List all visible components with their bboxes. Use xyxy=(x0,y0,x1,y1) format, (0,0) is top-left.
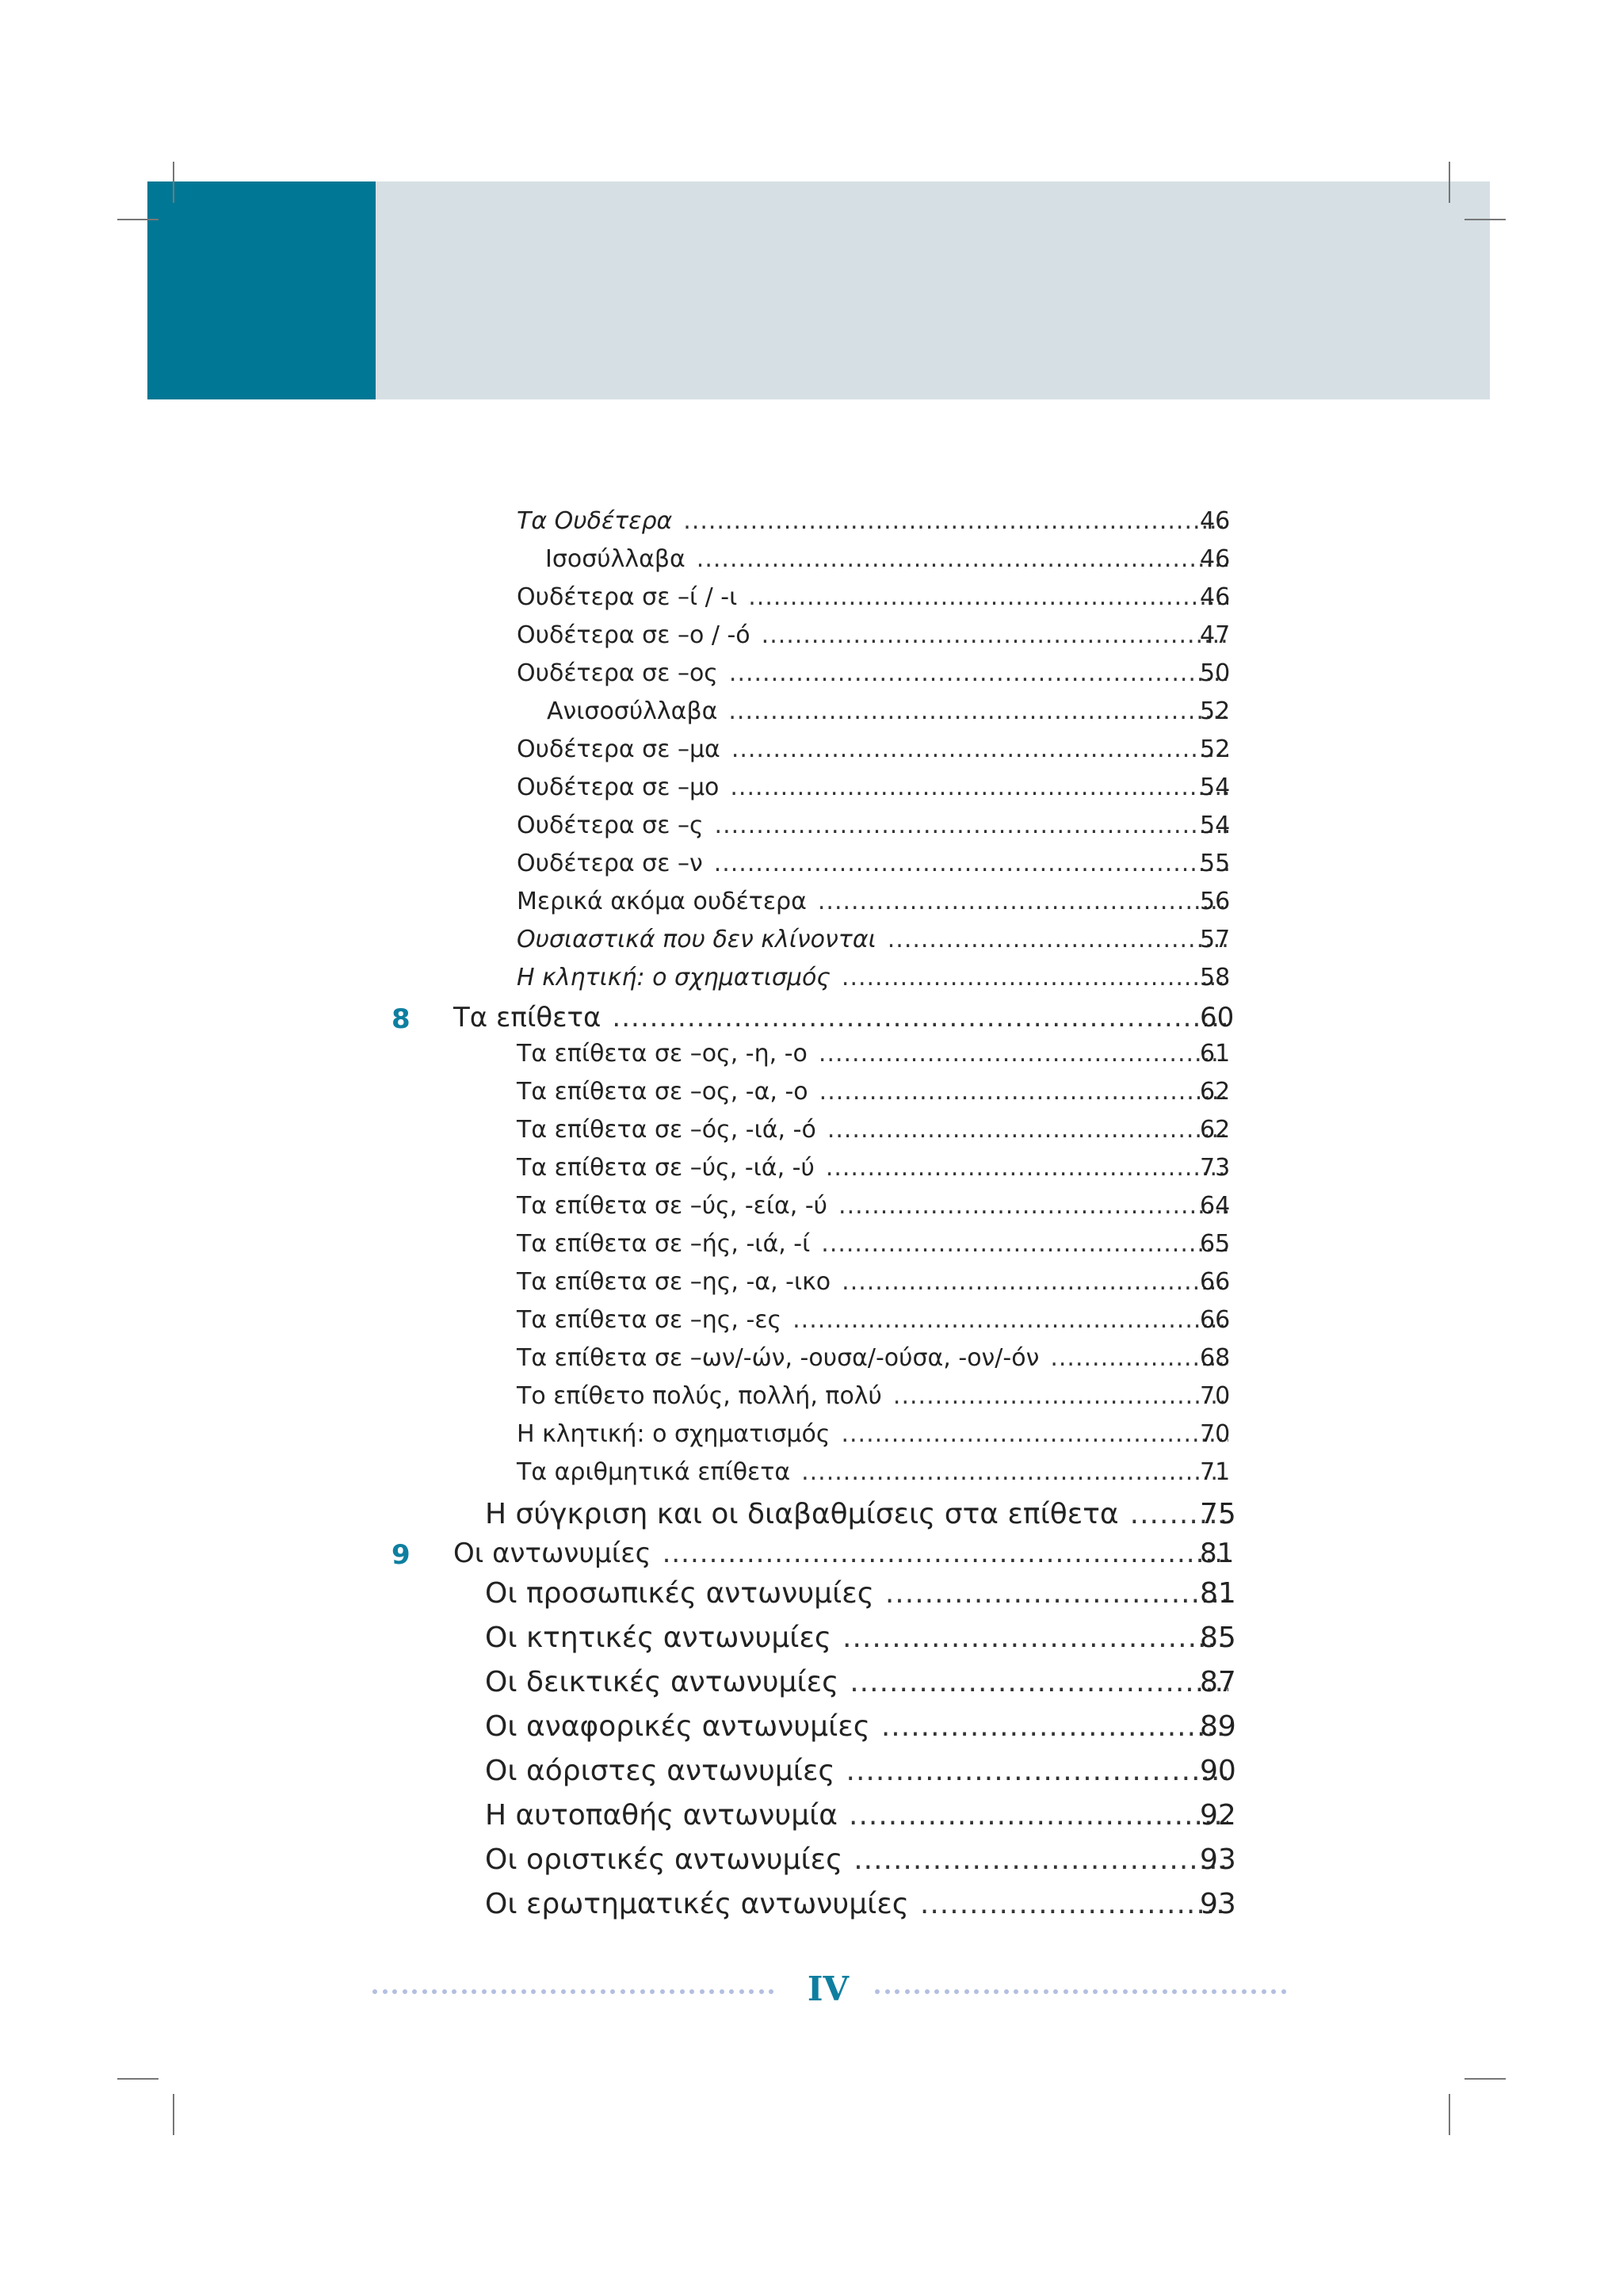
dot-leader xyxy=(838,1192,1231,1220)
dot-leader xyxy=(748,583,1231,611)
toc-entry-title: Τα επίθετα xyxy=(453,1002,601,1033)
toc-entry-title: Η αυτοπαθής αντωνυμία xyxy=(485,1799,838,1832)
footer-dot xyxy=(590,1989,595,1994)
toc-page-number: 52 xyxy=(1200,697,1231,725)
dot-leader xyxy=(714,850,1231,877)
toc-page-number: 65 xyxy=(1200,1230,1231,1258)
toc-page-number: 71 xyxy=(1200,1458,1231,1486)
toc-entry xyxy=(517,850,1231,877)
toc-entry xyxy=(517,926,1231,953)
dot-leader xyxy=(612,1002,1235,1033)
footer-dot xyxy=(709,1989,714,1994)
toc-page-number: 87 xyxy=(1200,1666,1236,1698)
toc-entry xyxy=(517,621,1231,649)
footer-dot xyxy=(749,1989,754,1994)
footer-dot xyxy=(1073,1989,1078,1994)
dot-leader xyxy=(827,1116,1231,1144)
footer-dot xyxy=(610,1989,615,1994)
footer-dot xyxy=(1014,1989,1018,1994)
dot-leader xyxy=(819,1078,1231,1106)
toc-page-number: 81 xyxy=(1200,1577,1236,1610)
toc-entry xyxy=(485,1577,1236,1610)
footer-dot xyxy=(640,1989,645,1994)
toc-entry-title: Τα επίθετα σε –ύς, -εία, -ύ xyxy=(517,1192,828,1220)
toc-entry-title: Ουδέτερα σε –ς xyxy=(517,812,704,839)
page-number: IV xyxy=(807,1969,850,2008)
footer-dot xyxy=(1123,1989,1128,1994)
footer-dot xyxy=(759,1989,764,1994)
toc-entry-title: Τα επίθετα σε –ων/-ών, -ουσα/-ούσα, -ον/-όν xyxy=(517,1344,1040,1372)
toc-entry xyxy=(485,1622,1236,1654)
footer-dot xyxy=(462,1989,467,1994)
toc-entry xyxy=(485,1666,1236,1698)
toc-page-number: 60 xyxy=(1200,1002,1235,1033)
footer-dot xyxy=(895,1989,899,1994)
footer-dot xyxy=(1132,1989,1137,1994)
toc-entry-title: Ουσιαστικά που δεν κλίνονται xyxy=(517,926,876,953)
toc-entry-title: Μερικά ακόμα ουδέτερα xyxy=(517,888,807,915)
footer-dot xyxy=(1222,1989,1227,1994)
toc-entry-title: Ουδέτερα σε –ί / -ι xyxy=(517,583,738,611)
footer-dot xyxy=(769,1989,773,1994)
toc-entry xyxy=(517,1230,1231,1258)
footer-dot xyxy=(1232,1989,1236,1994)
toc-entry-title: Ουδέτερα σε –ο / -ό xyxy=(517,621,750,649)
toc-entry xyxy=(517,659,1231,687)
toc-entry xyxy=(517,1268,1231,1296)
toc-entry-title: Οι κτητικές αντωνυμίες xyxy=(485,1622,832,1654)
footer-dot xyxy=(511,1989,516,1994)
footer-dot xyxy=(1202,1989,1207,1994)
dot-leader xyxy=(849,1799,1236,1832)
chapter-number: 8 xyxy=(391,1003,411,1035)
toc-chapter-row xyxy=(453,1538,1235,1569)
toc-entry xyxy=(547,697,1231,725)
footer-dot xyxy=(531,1989,536,1994)
dot-leader xyxy=(762,621,1231,649)
toc-entry-title: Τα επίθετα σε –ος, -η, -ο xyxy=(517,1040,808,1068)
toc-page-number: 61 xyxy=(1200,1040,1231,1068)
toc-entry-title: Ουδέτερα σε –ν xyxy=(517,850,703,877)
footer-dot xyxy=(1152,1989,1157,1994)
toc-page-number: 70 xyxy=(1200,1382,1231,1410)
toc-entry xyxy=(485,1498,1236,1530)
toc-entry xyxy=(517,735,1231,763)
footer-dot xyxy=(1093,1989,1098,1994)
footer-dot xyxy=(422,1989,427,1994)
footer-dot xyxy=(1251,1989,1256,1994)
dot-leader xyxy=(731,735,1231,763)
footer-dot xyxy=(442,1989,447,1994)
footer-dot xyxy=(680,1989,685,1994)
toc-entry-title: Ουδέτερα σε –ος xyxy=(517,659,718,687)
toc-page-number: 93 xyxy=(1200,1843,1236,1876)
footer-dot xyxy=(1044,1989,1048,1994)
footer-dot xyxy=(954,1989,959,1994)
footer-dot xyxy=(1192,1989,1197,1994)
toc-entry-title: Τα Ουδέτερα xyxy=(517,507,673,535)
toc-page-number: 90 xyxy=(1200,1755,1236,1787)
dot-leader xyxy=(818,888,1231,915)
footer-dot xyxy=(491,1989,496,1994)
footer-dot xyxy=(1033,1989,1038,1994)
toc-page-number: 89 xyxy=(1200,1710,1236,1743)
toc-entry xyxy=(485,1843,1236,1876)
toc-entry-title: Ισοσύλλαβα xyxy=(545,545,685,573)
toc-entry xyxy=(517,1116,1231,1144)
footer-dot xyxy=(1212,1989,1216,1994)
toc-page-number: 47 xyxy=(1200,621,1231,649)
toc-entry-title: Τα επίθετα σε –ος, -α, -ο xyxy=(517,1078,808,1106)
toc-entry xyxy=(485,1799,1236,1832)
dot-leader xyxy=(881,1710,1236,1743)
toc-entry xyxy=(485,1755,1236,1787)
footer-dot xyxy=(689,1989,694,1994)
toc-page-number: 68 xyxy=(1200,1344,1231,1372)
footer-dot xyxy=(502,1989,506,1994)
dot-leader xyxy=(846,1755,1236,1787)
footer-dot xyxy=(432,1989,437,1994)
toc-entry-title: Τα αριθμητικά επίθετα xyxy=(517,1458,791,1486)
footer-dot xyxy=(472,1989,476,1994)
footer-dots-left xyxy=(372,1989,777,1996)
footer-dot xyxy=(964,1989,969,1994)
toc-entry-title: Οι αντωνυμίες xyxy=(453,1538,651,1569)
toc-entry xyxy=(517,1154,1231,1182)
toc-entry-title: Οι δεικτικές αντωνυμίες xyxy=(485,1666,839,1698)
toc-entry-title: Τα επίθετα σε –ης, -ες xyxy=(517,1306,782,1334)
toc-entry-title: Ουδέτερα σε –μα xyxy=(517,735,720,763)
footer-dot xyxy=(1083,1989,1088,1994)
footer-dot xyxy=(885,1989,890,1994)
toc-chapter-row xyxy=(453,1002,1235,1033)
toc-entry-title: Οι προσωπικές αντωνυμίες xyxy=(485,1577,874,1610)
dot-leader xyxy=(663,1538,1235,1569)
footer-dot xyxy=(372,1989,377,1994)
dot-leader xyxy=(842,964,1231,991)
footer-dot xyxy=(1172,1989,1177,1994)
footer-dot xyxy=(383,1989,388,1994)
toc-entry-title: Τα επίθετα σε –ης, -α, -ικο xyxy=(517,1268,831,1296)
footer-dot xyxy=(1143,1989,1148,1994)
footer-dot xyxy=(720,1989,724,1994)
toc-entry xyxy=(517,812,1231,839)
footer-dot xyxy=(452,1989,456,1994)
footer-dot xyxy=(700,1989,705,1994)
toc-page-number: 85 xyxy=(1200,1622,1236,1654)
toc-entry xyxy=(517,1382,1231,1410)
toc-entry-title: Τα επίθετα σε –ός, -ιά, -ό xyxy=(517,1116,816,1144)
toc-page-number: 52 xyxy=(1200,735,1231,763)
toc-entry xyxy=(517,1078,1231,1106)
toc-entry-title: Η κλητική: ο σχηματισμός xyxy=(517,964,831,991)
footer-dots-right xyxy=(875,1989,1287,1996)
toc-entry-title: Τα επίθετα σε –ής, -ιά, -ί xyxy=(517,1230,811,1258)
toc-page-number: 46 xyxy=(1200,583,1231,611)
toc-entry xyxy=(517,1458,1231,1486)
toc-entry-title: Τα επίθετα σε –ύς, -ιά, -ύ xyxy=(517,1154,815,1182)
toc-entry-title: Ανισοσύλλαβα xyxy=(547,697,718,725)
toc-entry xyxy=(517,964,1231,991)
footer-dot xyxy=(1024,1989,1029,1994)
toc-entry xyxy=(517,1192,1231,1220)
toc-entry-title: Η σύγκριση και οι διαβαθμίσεις στα επίθετα xyxy=(485,1498,1119,1530)
toc-page-number: 73 xyxy=(1200,1154,1231,1182)
dot-leader xyxy=(854,1843,1236,1876)
footer-dot xyxy=(1113,1989,1117,1994)
footer-dot xyxy=(521,1989,526,1994)
toc-page-number: 92 xyxy=(1200,1799,1236,1832)
footer-dot xyxy=(1004,1989,1009,1994)
footer-dot xyxy=(1103,1989,1108,1994)
footer-dot xyxy=(1242,1989,1247,1994)
footer-dot xyxy=(1064,1989,1068,1994)
dot-leader xyxy=(920,1888,1236,1920)
toc-entry-title: Η κλητική: ο σχηματισμός xyxy=(517,1420,831,1448)
toc-entry xyxy=(517,583,1231,611)
footer-dot xyxy=(905,1989,910,1994)
footer-dot xyxy=(1053,1989,1058,1994)
toc-page-number: 70 xyxy=(1200,1420,1231,1448)
toc-entry xyxy=(545,545,1231,573)
dot-leader xyxy=(819,1040,1231,1068)
footer-dot xyxy=(925,1989,930,1994)
dot-leader xyxy=(893,1382,1231,1410)
footer-dot xyxy=(984,1989,989,1994)
footer-dot xyxy=(581,1989,586,1994)
footer-dot xyxy=(875,1989,880,1994)
footer-dot xyxy=(934,1989,939,1994)
footer-dot xyxy=(1163,1989,1167,1994)
dot-leader xyxy=(826,1154,1231,1182)
footer-dot xyxy=(482,1989,487,1994)
toc-entry-title: Οι ερωτηματικές αντωνυμίες xyxy=(485,1888,909,1920)
toc-page-number: 81 xyxy=(1200,1538,1235,1569)
footer-dot xyxy=(571,1989,575,1994)
footer-dot xyxy=(412,1989,417,1994)
toc-page-number: 56 xyxy=(1200,888,1231,915)
toc-page-number: 93 xyxy=(1200,1888,1236,1920)
dot-leader xyxy=(715,812,1231,839)
footer-dot xyxy=(1281,1989,1286,1994)
toc-page-number: 46 xyxy=(1200,545,1231,573)
dot-leader xyxy=(728,697,1231,725)
toc-page-number: 58 xyxy=(1200,964,1231,991)
footer-dot xyxy=(915,1989,919,1994)
toc-page-number: 75 xyxy=(1200,1498,1236,1530)
dot-leader xyxy=(842,1622,1236,1654)
dot-leader xyxy=(729,659,1231,687)
chapter-number: 9 xyxy=(391,1539,411,1571)
toc-entry-title: Οι αναφορικές αντωνυμίες xyxy=(485,1710,870,1743)
toc-page-number: 54 xyxy=(1200,774,1231,801)
toc-entry xyxy=(517,1344,1231,1372)
toc-page-number: 50 xyxy=(1200,659,1231,687)
dot-leader xyxy=(885,1577,1236,1610)
toc-page-number: 66 xyxy=(1200,1268,1231,1296)
dot-leader xyxy=(792,1306,1231,1334)
toc-page-number: 66 xyxy=(1200,1306,1231,1334)
dot-leader xyxy=(888,926,1231,953)
footer-dot xyxy=(1182,1989,1187,1994)
toc-entry xyxy=(517,1040,1231,1068)
footer-dot xyxy=(945,1989,949,1994)
footer-dot xyxy=(561,1989,566,1994)
footer-dot xyxy=(630,1989,635,1994)
footer-dot xyxy=(739,1989,744,1994)
toc-entry-title: Οι αόριστες αντωνυμίες xyxy=(485,1755,835,1787)
toc-entry xyxy=(517,507,1231,535)
footer-dot xyxy=(541,1989,546,1994)
toc-entry xyxy=(517,1306,1231,1334)
footer-dot xyxy=(660,1989,665,1994)
dot-leader xyxy=(730,774,1231,801)
toc-page-number: 62 xyxy=(1200,1078,1231,1106)
footer-dot xyxy=(650,1989,655,1994)
footer-dot xyxy=(729,1989,734,1994)
dot-leader xyxy=(683,507,1231,535)
toc-page-number: 57 xyxy=(1200,926,1231,953)
toc-page-number: 46 xyxy=(1200,507,1231,535)
dot-leader xyxy=(801,1458,1231,1486)
toc-entry xyxy=(485,1710,1236,1743)
dot-leader xyxy=(842,1268,1231,1296)
toc-page-number: 54 xyxy=(1200,812,1231,839)
toc-page-number: 64 xyxy=(1200,1192,1231,1220)
footer-dot xyxy=(403,1989,407,1994)
toc-entry-title: Το επίθετο πολύς, πολλή, πολύ xyxy=(517,1382,882,1410)
toc-entry xyxy=(517,774,1231,801)
footer-dot xyxy=(994,1989,999,1994)
dot-leader xyxy=(697,545,1231,573)
footer-dot xyxy=(601,1989,605,1994)
footer-dot xyxy=(551,1989,556,1994)
dot-leader xyxy=(850,1666,1236,1698)
footer-dot xyxy=(1262,1989,1266,1994)
toc-page-number: 62 xyxy=(1200,1116,1231,1144)
toc-entry xyxy=(517,888,1231,915)
dot-leader xyxy=(821,1230,1231,1258)
toc-entry-title: Οι οριστικές αντωνυμίες xyxy=(485,1843,843,1876)
toc-page-number: 55 xyxy=(1200,850,1231,877)
toc-entry-title: Ουδέτερα σε –μο xyxy=(517,774,720,801)
toc-entry xyxy=(485,1888,1236,1920)
footer-dot xyxy=(1271,1989,1276,1994)
footer-dot xyxy=(392,1989,397,1994)
footer-dot xyxy=(670,1989,674,1994)
footer-dot xyxy=(621,1989,625,1994)
dot-leader xyxy=(841,1420,1231,1448)
footer-dot xyxy=(974,1989,979,1994)
toc-entry xyxy=(517,1420,1231,1448)
